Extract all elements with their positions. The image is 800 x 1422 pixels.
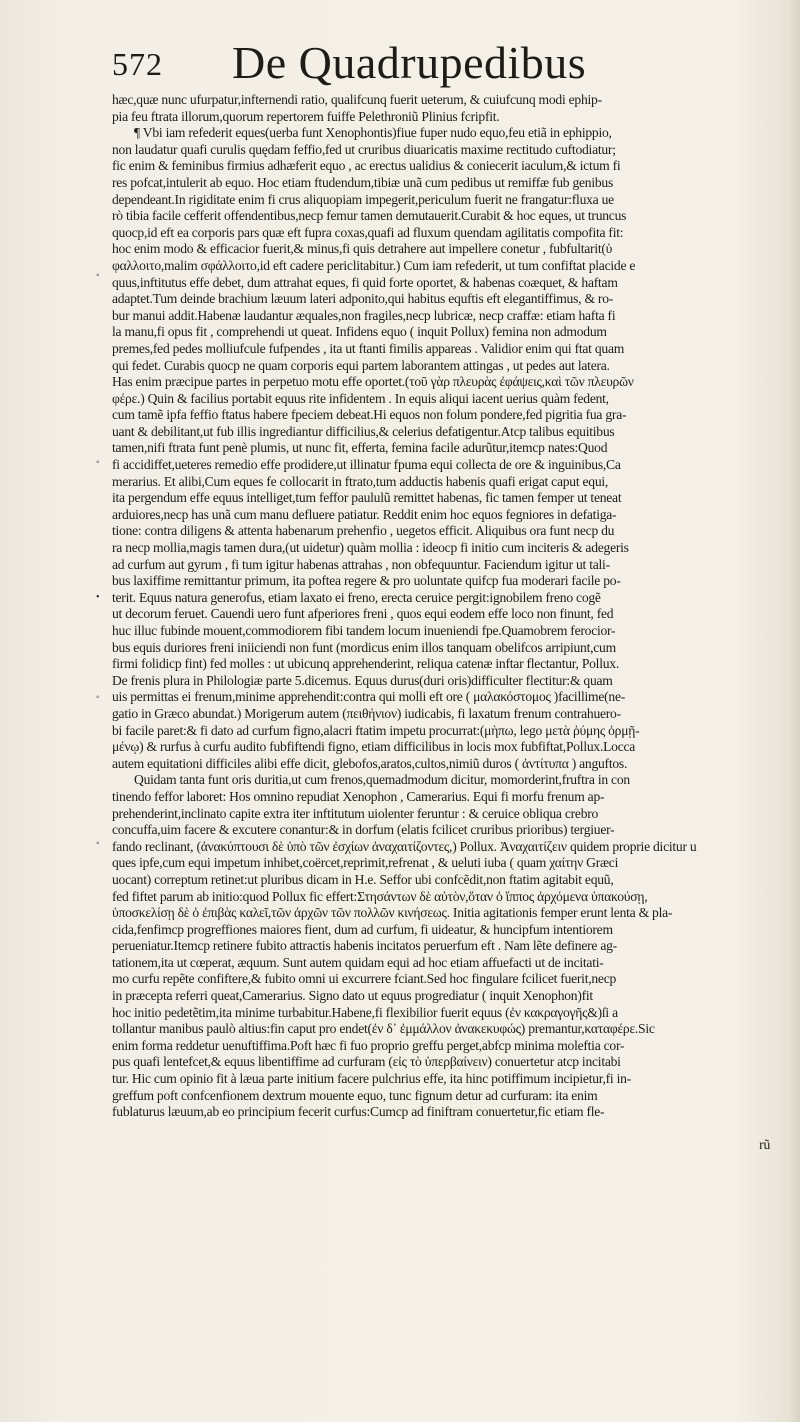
- margin-mark: ◦: [96, 838, 100, 849]
- text-line: [112, 1121, 788, 1138]
- text-line: fublaturus læuum,ab eo principium fecerit curfus:Cumcp ad finiftram conuertetur,fic etiam fle-: [112, 1104, 605, 1120]
- text-line: uocant) correptum retinet:ut pluribus dicam in H.e. Seffor ubi confcẽdit,non ftatim agitabit equũ,: [112, 871, 614, 887]
- text-line: terit. Equus natura generofus, etiam laxato ei freno, erecta ceruice pergit:ignobilem freno cogẽ: [112, 589, 601, 605]
- text-line: huc illuc fubinde mouent,commodiorem fibi tandem locum inueniendi fpe.Quamobrem ferocior-: [112, 623, 616, 638]
- text-line: ὑποσκελίσῃ δὲ ὁ ἐπιβὰς καλεῖ,τῶν ἀρχῶν τῶν πολλῶν κινήσεως. Initia agitationis femper erunt lenta & pla-: [112, 905, 673, 921]
- page-header: [112, 36, 712, 92]
- text-line: premes,fed pedes molliufcule fufpendes , ita ut ftanti fimilis appareas . Validior enim qui ftat quam: [112, 340, 625, 356]
- body-text-column: [112, 92, 788, 1422]
- text-line: autem equitationi difficiles alibi effe dicit, glebofos,aratos,cultos,nimiũ duros ( ἀντίτυπα ) anguftos.: [112, 755, 628, 771]
- text-line: firmi folidicp fint) fed molles : ut ubicunq apprehenderint, reliqua catenæ inftar flectantur, Pollux.: [112, 656, 619, 672]
- text-line: in præcepta referri queat,Camerarius. Signo dato ut equus progrediatur ( inquit Xenophon)fit: [112, 988, 593, 1004]
- text-line: ad curfum aut gyrum , fi tum igitur habenas attrahas , non obfequuntur. Faciendum igitur ut tali-: [112, 556, 610, 572]
- text-line: bi facile paret:& fi dato ad curfum figno,alacri ftatim impetu procurrat:(μὴπω, lego μετὰ ῥύμης ὁρμῇ-: [112, 722, 640, 738]
- text-line: ques ipfe,cum equi impetum inhibet,coërcet,reprimit,refrenat , & ueluti iuba ( quam χαίτην Græci: [112, 855, 619, 871]
- text-line: tinendo feffor laboret: Hos omnino repudiat Xenophon , Camerarius. Equi fi morfu frenum ap-: [112, 788, 605, 804]
- text-line: bur manui addit.Habenæ laudantur æquales,non fragiles,necp lubricæ, necp craffæ: etiam hafta fi: [112, 307, 616, 323]
- text-line: hoc enim modo & efficacior fuerit,& minus,fi quis detrahere aut impellere conetur , fubfultarit(ὑ: [112, 241, 613, 257]
- catchword: rũ: [759, 1137, 770, 1153]
- text-line: ut decorum feruet. Cauendi uero funt afperiores freni , quos equi eodem effe loco non finunt, fed: [112, 606, 614, 622]
- text-line: ¶ Vbi iam refederit eques(uerba funt Xenophontis)fiue fuper nudo equo,feu etiã in ephippio,: [134, 125, 612, 141]
- text-line: hoc initio pedetẽtim,ita minime turbabitur.Habene,fi flexibilior fuerit equus (ἐν κακραγογῆς&)ſi a: [112, 1004, 618, 1020]
- text-line: fic enim & feminibus firmius adhæferit equo , ac erectus ualidius & coniecerit iaculum,& ictum fi: [112, 158, 621, 174]
- margin-mark: ◦: [96, 692, 100, 703]
- text-line: tamen,nifi ftrata funt penè plumis, ut nunc fit, efferta, femina facile adurũtur,itemcp nates:Quod: [112, 440, 608, 456]
- text-line: pus quafi lentefcet,& equus libentiffime ad curfuram (εἰς τὸ ὑπερβαίνειν) conuertetur atcp incitabi: [112, 1054, 621, 1070]
- text-line: cida,fenfimcp progreffiones maiores fient, dum ad curfum, fi uideatur, & huncipfum intentiorem: [112, 921, 613, 937]
- text-line: non laudatur quafi curulis quędam feffio,fed ut cruribus diuaricatis maxime rectitudo cuftodiatur;: [112, 141, 616, 157]
- text-line: quus,inftitutus effe debet, dum attrahat eques, fi quid forte oportet, & habenas coæquet, & haftam: [112, 274, 618, 290]
- text-line: tur. Hic cum opinio fit à læua parte initium facere pulchrius effe, ita hinc potiffimum incipietur,fi in-: [112, 1071, 631, 1087]
- text-line: hæc,quæ nunc ufurpatur,infternendi ratio, qualifcunq fuerit ueterum, & cuiufcunq modi ephip-: [112, 92, 602, 107]
- left-margin: [96, 0, 116, 1422]
- text-line: bus laxiffime remittantur primum, ita poftea regere & pro uoluntate quifcp fua moderari facile po-: [112, 573, 621, 589]
- text-line: φέρε.) Quin & facilius portabit equus rite infidentem . In equis aliqui iacent uerius quàm fedent,: [112, 390, 609, 406]
- text-line: rò tibia facile cefferit offendentibus,necp femur tamen demutauerit.Curabit & hoc eques, ut truncus: [112, 208, 627, 224]
- text-line: mo curfu repẽte confiftere,& fubito omni ui excurrere fciant.Sed hoc fingulare fcilicet fuerit,necp: [112, 971, 617, 987]
- running-head-title: De Quadrupedibus: [232, 37, 587, 88]
- text-line: fando reclinant, (ἀνακύπτουσι δὲ ὑπὸ τῶν ἐσχίων ἀναχαιτίζοντες,) Pollux. Ἀναχαιτίζειν quidem proprie dicitur u: [112, 838, 697, 854]
- text-line: tione: contra diligens & attenta habenarum prehenfio , uegetos efficit. Aliquibus ora funt necp du: [112, 523, 615, 539]
- page-number: 572: [112, 46, 163, 82]
- text-line: perueniatur.Itemcp retinere fubito attractis habenis incitatos peruerfum eft . Nam lẽte definere ag-: [112, 938, 617, 954]
- text-line: φαλλοιτο,malim σφάλλοιτο,id eft cadere periclitabitur.) Cum iam refederit, ut tum confiftat placide e: [112, 257, 636, 273]
- text-line: dependeant.In rigiditate enim fi crus aliquopiam impegerit,periculum fuerit ne frangatur:fluxa ue: [112, 191, 614, 207]
- text-line: enim forma reddetur uenuftiffima.Poft hæc fi fuo proprio greffu perget,abfcp minima moleftia cor-: [112, 1037, 625, 1053]
- page-edge-shadow: [788, 0, 800, 1422]
- text-line: uant & debilitant,ut fub illis ingrediantur difficilius,& celerius defatigentur.Atcp talibus equitibus: [112, 423, 615, 439]
- text-line: μένῳ) & rurfus à curfu audito fubfiftendi figno, etiam difficilibus in locis mox fubfiftat,Pollux.Locca: [112, 739, 636, 755]
- text-line: gatio in Græco abundat.) Morigerum autem (πειθήνιον) iudicabis, fi laxatum frenum contrahuero-: [112, 705, 621, 721]
- margin-mark: •: [96, 592, 100, 603]
- text-line: quocp,id eft ea corporis pars quæ eft fupra coxas,quafi ad fluxum quendam agilitatis compofita fit:: [112, 224, 624, 240]
- text-line: ra necp mollia,magis tamen dura,(ut uidetur) quàm mollia : ideocp fi initio cum inciteris & adegeris: [112, 540, 629, 556]
- text-line: adaptet.Tum deinde brachium læuum lateri adponito,qui habitus equftis eft elegantiffimus, & ro-: [112, 291, 614, 307]
- text-line: arduiores,necp has unã cum manu defluere patiatur. Reddit enim hoc equos fegniores in defatiga-: [112, 506, 617, 522]
- text-line: tationem,ita ut cœperat, æquum. Sunt autem quidam equi ad hoc etiam affuefacti ut de incitati-: [112, 954, 604, 970]
- text-line: tollantur manibus paulò altius:fin caput pro endet(ἐν δ᾽ ἐμμάλλον ἀνακεκυφώς) premantur,καταφέρε.Sic: [112, 1021, 655, 1037]
- text-line: ita pergendum effe equus intelliget,tum feffor paululũ remittet habenas, fic tamen femper ut teneat: [112, 490, 622, 506]
- text-line: Has enim præcipue partes in perpetuo motu effe oportet.(τοῦ γὰρ πλευρὰς ἐφάψεις,καὶ τῶν πλευρῶν: [112, 374, 634, 390]
- text-line: greffum poft confcenfionem dextrum mouente equo, tunc fignum detur ad curfuram: ita enim: [112, 1087, 598, 1103]
- margin-mark: ◦: [96, 457, 100, 468]
- text-line: la manu,fi opus fit , comprehendi ut queat. Infidens equo ( inquit Pollux) femina non admodum: [112, 324, 607, 340]
- text-line: Quidam tanta funt oris duritia,ut cum frenos,quemadmodum dicitur, momorderint,fruftra in con: [134, 772, 630, 788]
- text-line: concuffa,uim facere & excutere conantur:& in dorfum (elatis fcilicet cruribus prioribus) tergiuer-: [112, 822, 615, 838]
- text-line: qui fedet. Curabis quocp ne quam corporis equi partem laborantem attingas , ut pedes aut latera.: [112, 357, 610, 373]
- margin-mark: ◦: [96, 270, 100, 281]
- text-line: cum tamẽ ipfa feffio ftatus habere fpeciem debeat.Hi equos non folum pondere,fed pigritia fua gra-: [112, 407, 627, 423]
- text-line: fed fiftet parum ab initio:quod Pollux fic effert:Στησάντων δὲ αὐτὸν,ὅταν ὁ ἵππος ἀρχόμενα ὑπακούσῃ,: [112, 888, 648, 904]
- text-line: res pofcat,intulerit ab equo. Hoc etiam ftudendum,tibiæ unã cum pedibus ut remiffæ fub genibus: [112, 174, 614, 190]
- text-line: bus equis duriores freni iniiciendi non funt (mordicus enim illos tanquam obelifcos arripiunt,cum: [112, 639, 616, 655]
- text-line: fi accidiffet,ueteres remedio effe prodidere,ut illinatur fpuma equi collecta de ore & inguinibus,Ca: [112, 457, 621, 473]
- text-line: merarius. Et alibi,Cum eques fe collocarit in ftrato,tum adductis habenis quafi erigat caput equi,: [112, 473, 609, 489]
- text-line: prehenderint,inclinato capite extra iter inftitutum uiolenter feruntur : & ceruice obliqua crebro: [112, 805, 599, 821]
- text-line: uis permittas ei frenum,minime apprehendit:contra qui molli eft ore ( μαλακόστομος )facillime(ne-: [112, 689, 626, 705]
- text-line: De frenis plura in Philologiæ parte 5.dicemus. Equus durus(duri oris)difficulter flectitur:& quam: [112, 672, 613, 688]
- text-line: pia feu ftrata illorum,quorum repertorem fuiffe Pelethroniũ Plinius fcripfit.: [112, 108, 500, 124]
